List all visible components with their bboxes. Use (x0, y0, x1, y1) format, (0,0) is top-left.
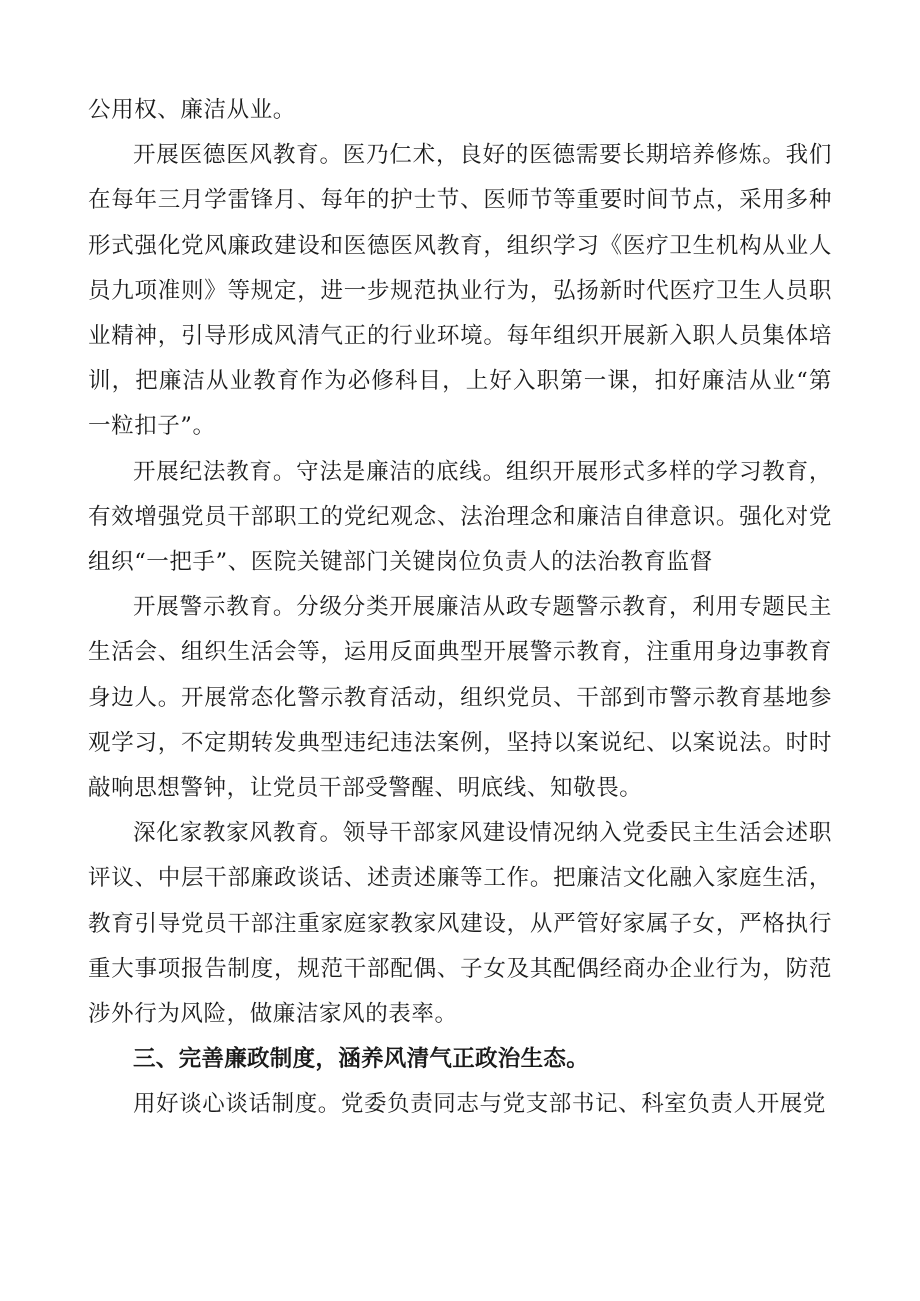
paragraph-law-education: 开展纪法教育。守法是廉洁的底线。组织开展形式多样的学习教育，有效增强党员干部职工的党纪观念、法治理念和廉洁自律意识。强化对党组织“一把手”、医院关键部门关键岗位负责人的法治教育监督 (88, 458, 832, 576)
paragraph-talk-system: 用好谈心谈话制度。党委负责同志与党支部书记、科室负责人开展党 (133, 1091, 827, 1118)
paragraph-family-education: 深化家教家风教育。领导干部家风建设情况纳入党委民主生活会述职评议、中层干部廉政谈话、述责述廉等工作。把廉洁文化融入家庭生活，教育引导党员干部注重家庭家教家风建设，从严管好家属子女，严格执行重大事项报告制度，规范干部配偶、子女及其配偶经商办企业行为，防范涉外行为风险，做廉洁家风的表率。 (88, 820, 832, 1028)
document-page (88, 88, 832, 1128)
paragraph-warning-education: 开展警示教育。分级分类开展廉洁从政专题警示教育，利用专题民主生活会、组织生活会等，运用反面典型开展警示教育，注重用身边事教育身边人。开展常态化警示教育活动，组织党员、干部到市警示教育基地参观学习，不定期转发典型违纪违法案例，坚持以案说纪、以案说法。时时敲响思想警钟，让党员干部受警醒、明底线、知敬畏。 (88, 594, 832, 802)
paragraph-medical-ethics: 开展医德医风教育。医乃仁术，良好的医德需要长期培养修炼。我们在每年三月学雷锋月、每年的护士节、医师节等重要时间节点，采用多种形式强化党风廉政建设和医德医风教育，组织学习《医疗卫生机构从业人员九项准则》等规定，进一步规范执业行为，弘扬新时代医疗卫生人员职业精神，引导形成风清气正的行业环境。每年组织开展新入职人员集体培训，把廉洁从业教育作为必修科目，上好入职第一课，扣好廉洁从业“第一粒扣子”。 (88, 142, 832, 440)
section-heading: 三、完善廉政制度，涵养风清气正政治生态。 (133, 1046, 590, 1073)
paragraph-continuation: 公用权、廉洁从业。 (88, 97, 296, 123)
